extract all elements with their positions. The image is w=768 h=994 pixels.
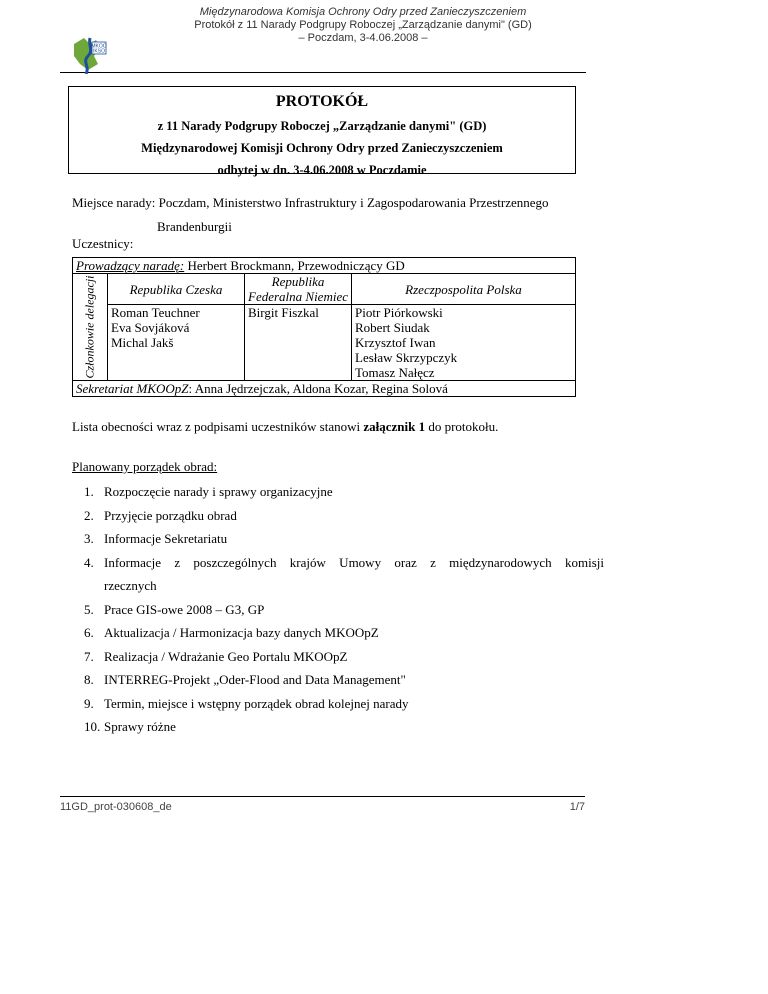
footer-filename: 11GD_prot-030608_de (60, 801, 172, 813)
agenda-item: 6. Aktualizacja / Harmonizacja bazy danych MKOOpZ (84, 625, 379, 640)
col-germany-members (245, 305, 352, 381)
secretariat-row (73, 381, 576, 397)
participants-label: Uczestnicy: (72, 236, 134, 251)
mkoo-logo-icon (70, 34, 108, 74)
document-title: PROTOKÓŁ (275, 93, 369, 110)
attendance-note: Lista obecności wraz z podpisami uczestników stanowi załącznik 1 do protokołu. (72, 419, 499, 434)
place-line-2: Brandenburgii (157, 219, 232, 234)
member: Michal Jakš (111, 335, 174, 350)
title-line-1: z 11 Narady Podgrupy Roboczej „Zarządzanie danymi" (GD) (157, 119, 487, 133)
secretariat-names: : Anna Jędrzejczak, Aldona Kozar, Regina Solová (188, 381, 448, 396)
secretariat-label: Sekretariat MKOOpZ (76, 381, 189, 396)
col-head-germany: Republika Federalna Niemiec (245, 274, 352, 305)
member: Piotr Piórkowski (355, 305, 443, 320)
agenda-item: 3. Informacje Sekretariatu (84, 531, 228, 546)
member: Lesław Skrzypczyk (355, 350, 458, 365)
member: Roman Teuchner (111, 305, 200, 320)
col-czech-members (108, 305, 245, 381)
page-header (60, 4, 586, 73)
member: Krzysztof Iwan (355, 335, 436, 350)
delegations-table (72, 257, 576, 397)
agenda-list (84, 480, 604, 739)
chair-label: Prowadzący naradę: (76, 258, 185, 273)
title-line-3: odbytej w dn. 3-4.06.2008 w Poczdamie (217, 163, 427, 177)
place-line-1: Miejsce narady: Poczdam, Ministerstwo Infrastruktury i Zagospodarowania Przestrzennego (72, 195, 549, 210)
header-line-2: Protokół z 11 Narady Podgrupy Roboczej „Zarządzanie danymi" (GD) (194, 19, 532, 31)
delegation-side-label: Członkowie delegacji (73, 274, 108, 381)
chair-name: Herbert Brockmann, Przewodniczący GD (184, 258, 405, 273)
attachment-ref: załącznik 1 (363, 419, 426, 434)
page-footer (60, 796, 585, 813)
agenda-item: 8. INTERREG-Projekt „Oder-Flood and Data Management" (84, 672, 406, 687)
page-number: 1/7 (569, 801, 585, 813)
agenda-item: 4. Informacje z poszczególnych krajów Umowy oraz z międzynarodowych komisji rzecznych (84, 554, 604, 593)
agenda-item: 5. Prace GIS-owe 2008 – G3, GP (84, 601, 265, 617)
svg-text:IKSO: IKSO (93, 48, 105, 55)
agenda-item: 9. Termin, miejsce i wstępny porządek obrad kolejnej narady (84, 695, 409, 711)
col-head-czech: Republika Czeska (108, 274, 245, 305)
member: Robert Siudak (355, 320, 430, 335)
agenda-item: 7. Realizacja / Wdrażanie Geo Portalu MKOOpZ (84, 648, 348, 664)
member: Birgit Fiszkal (248, 305, 319, 320)
title-line-2: Międzynarodowej Komisji Ochrony Odry przed Zanieczyszczeniem (141, 141, 503, 155)
agenda-item: 1. Rozpoczęcie narady i sprawy organizacyjne (84, 484, 333, 499)
agenda-item: 10. Sprawy różne (84, 719, 176, 734)
member: Eva Sovjáková (111, 320, 190, 335)
col-head-poland: Rzeczpospolita Polska (352, 274, 576, 305)
title-box (68, 86, 576, 177)
header-line-3: – Poczdam, 3-4.06.2008 – (298, 32, 428, 44)
agenda-title: Planowany porządek obrad: (72, 459, 218, 474)
chair-row (73, 258, 576, 274)
agenda-item: 2. Przyjęcie porządku obrad (84, 507, 237, 523)
col-poland-members (352, 305, 576, 381)
member: Tomasz Nałęcz (355, 365, 435, 380)
header-line-1: Międzynarodowa Komisja Ochrony Odry przed Zanieczyszczeniem (199, 6, 527, 18)
svg-text:MKOO: MKOO (91, 43, 107, 50)
